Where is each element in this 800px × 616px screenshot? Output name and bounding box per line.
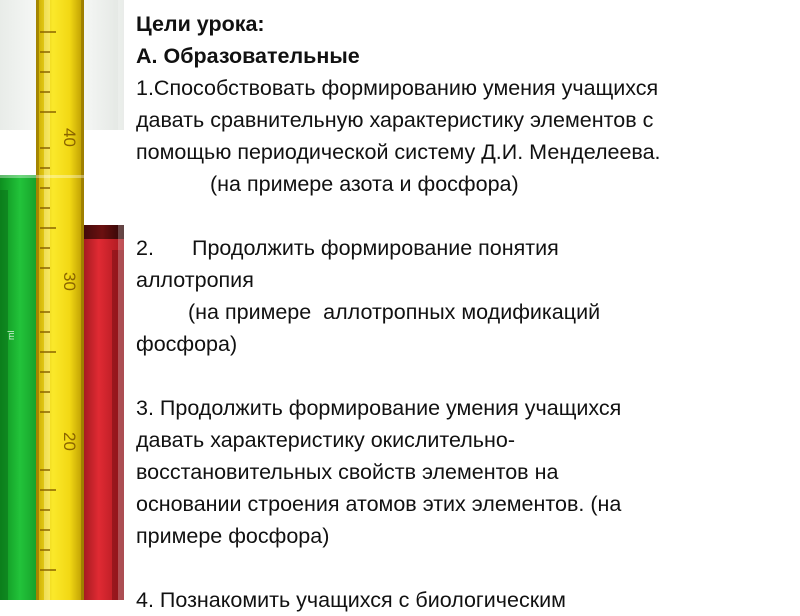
spacer [136,552,796,584]
goal-2-line-1 [136,232,796,264]
goal-1-line-3: помощью периодической систему Д.И. Менделеева. [136,140,661,164]
goal-2-line-3: (на примере аллотропных модификаций [188,300,601,324]
goal-1-line-1: 1.Способствовать формированию умения учащихся [136,76,659,100]
red-beaker [80,225,124,600]
slide-subheading: А. Образовательные [136,44,360,68]
slide-heading: Цели урока: [136,12,265,36]
cylinder-label-40: 40 [60,128,79,147]
goal-2-number: 2. [136,236,154,260]
goal-3-line-1: 3. Продолжить формирование умения учащихся [136,396,622,420]
goal-3-line-2: давать характеристику окислительно- [136,428,515,452]
goal-2-line-2: аллотропия [136,268,254,292]
goal-4-line-1: 4. Познакомить учащихся с биологическим [136,588,566,612]
slide-text [136,8,796,616]
goal-1 [136,72,796,200]
spacer [136,360,796,392]
cylinder-label-20: 20 [60,432,79,451]
cylinder-label-30: 30 [60,272,79,291]
lab-glassware-photo [0,0,124,600]
goal-3-line-4: основании строения атомов этих элементов. (на [136,492,622,516]
goal-4 [136,584,796,616]
green-beaker [0,175,40,600]
goal-1-line-4: (на примере азота и фосфора) [210,172,519,196]
goal-1-line-2: давать сравнительную характеристику элементов с [136,108,654,132]
goal-3 [136,392,796,552]
goal-2-line-1-text: Продолжить формирование понятия [192,236,559,260]
svg-text:ml: ml [6,330,16,340]
goal-2-line-4: фосфора) [136,332,238,356]
spacer [136,200,796,232]
goal-3-line-3: восстановительных свойств элементов на [136,460,559,484]
goal-2 [136,232,796,360]
goal-3-line-5: примере фосфора) [136,524,330,548]
